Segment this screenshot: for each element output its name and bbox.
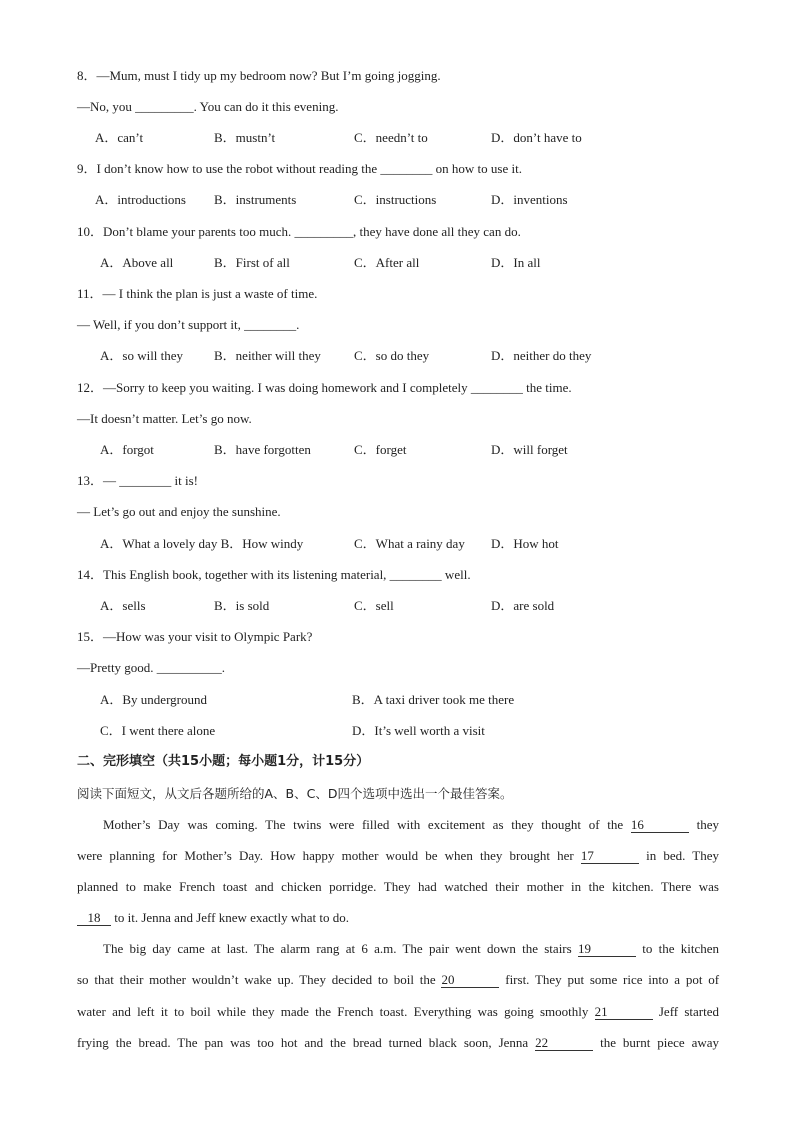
question-13-reply: — Let’s go out and enjoy the sunshine. (77, 504, 281, 519)
question-11-option-a: A．so will they (100, 348, 184, 363)
blank-22: 22 (535, 1036, 593, 1051)
question-12-option-b: B．have forgotten (214, 442, 311, 457)
passage-text: the burnt piece away (600, 1035, 720, 1050)
question-12-option-c: C．forget (354, 442, 407, 457)
passage-text: to the kitchen (642, 941, 720, 956)
question-14-option-a: A．sells (100, 598, 146, 613)
question-15-reply: —Pretty good. __________. (77, 660, 226, 675)
question-11-reply: — Well, if you don’t support it, ________. (77, 317, 300, 332)
question-9-option-a: A．introductions (95, 192, 186, 207)
question-10-option-c: C．After all (354, 255, 420, 270)
question-14-option-c: C．sell (354, 598, 394, 613)
passage-text: to it. Jenna and Jeff knew exactly what to do. (114, 910, 350, 925)
question-10-stem: 10．Don’t blame your parents too much. _________, they have done all they can do. (77, 224, 521, 239)
passage-line (77, 1004, 719, 1020)
blank-16: 16 (631, 818, 689, 833)
blank-21: 21 (595, 1005, 653, 1020)
question-10-option-a: A．Above all (100, 255, 174, 270)
question-9-stem: 9．I don’t know how to use the robot without reading the ________ on how to use it. (77, 161, 522, 176)
question-10-option-d: D．In all (491, 255, 541, 270)
blank-19: 19 (578, 942, 636, 957)
question-11-option-d: D．neither do they (491, 348, 592, 363)
passage-text: Jeff started (658, 1004, 720, 1019)
passage-line (77, 848, 719, 864)
question-8-option-d: D．don’t have to (491, 130, 582, 145)
section-heading: 二、完形填空（共15小题；每小题1分，计15分） (77, 754, 370, 769)
question-9-option-d: D．inventions (491, 192, 568, 207)
passage-text: The big day came at last. The alarm rang at 6 a.m. The pair went down the stairs (103, 941, 572, 956)
passage-text: they (696, 817, 720, 832)
question-13-option-ab: A．What a lovely day B．How windy (100, 536, 304, 551)
passage-text: were planning for Mother’s Day. How happy mother would be when they brought her (77, 848, 574, 863)
passage-text: Mother’s Day was coming. The twins were filled with excitement as they thought of the (103, 817, 624, 832)
passage-text: water and left it to boil while they made the French toast. Everything was going smoothly (77, 1004, 589, 1019)
section-instruction: 阅读下面短文，从文后各题所给的A、B、C、D四个选项中选出一个最佳答案。 (77, 786, 513, 801)
blank-20: 20 (441, 973, 499, 988)
question-10-option-b: B．First of all (214, 255, 290, 270)
question-12-option-d: D．will forget (491, 442, 568, 457)
question-12-option-a: A．forgot (100, 442, 154, 457)
question-15-stem: 15．—How was your visit to Olympic Park? (77, 629, 313, 644)
question-13-option-c: C．What a rainy day (354, 536, 465, 551)
question-14-stem: 14．This English book, together with its listening material, ________ well. (77, 567, 471, 582)
question-11-stem: 11．— I think the plan is just a waste of time. (77, 286, 318, 301)
question-12-stem: 12．—Sorry to keep you waiting. I was doing homework and I completely ________ the time. (77, 380, 572, 395)
question-8-option-a: A．can’t (95, 130, 144, 145)
passage-line (77, 910, 719, 926)
blank-18: 18 (77, 911, 111, 926)
passage-line (77, 972, 719, 988)
question-8-reply: —No, you _________. You can do it this evening. (77, 99, 339, 114)
blank-17: 17 (581, 849, 639, 864)
question-14-option-d: D．are sold (491, 598, 555, 613)
passage-text: first. They put some rice into a pot of (505, 972, 720, 987)
passage-text: in bed. They (646, 848, 720, 863)
question-15-option-c: C．I went there alone (100, 723, 216, 738)
question-8-option-b: B．mustn’t (214, 130, 276, 145)
question-8-stem: 8．—Mum, must I tidy up my bedroom now? But I’m going jogging. (77, 68, 441, 83)
passage-line: planned to make French toast and chicken porridge. They had watched their mother in the kitchen. There was (77, 879, 719, 894)
passage-line (77, 1035, 719, 1051)
question-11-option-b: B．neither will they (214, 348, 321, 363)
passage-line (103, 941, 719, 957)
question-15-option-a: A．By underground (100, 692, 208, 707)
passage-text: so that their mother wouldn’t wake up. They decided to boil the (77, 972, 436, 987)
question-15-option-d: D．It’s well worth a visit (352, 723, 485, 738)
question-13-option-d: D．How hot (491, 536, 559, 551)
question-15-option-b: B．A taxi driver took me there (352, 692, 515, 707)
question-9-option-b: B．instruments (214, 192, 297, 207)
question-14-option-b: B．is sold (214, 598, 270, 613)
question-11-option-c: C．so do they (354, 348, 430, 363)
question-12-reply: —It doesn’t matter. Let’s go now. (77, 411, 252, 426)
question-13-stem: 13．— ________ it is! (77, 473, 198, 488)
passage-text: frying the bread. The pan was too hot and the bread turned black soon, Jenna (77, 1035, 529, 1050)
passage-line (103, 817, 719, 833)
question-8-option-c: C．needn’t to (354, 130, 428, 145)
question-9-option-c: C．instructions (354, 192, 437, 207)
